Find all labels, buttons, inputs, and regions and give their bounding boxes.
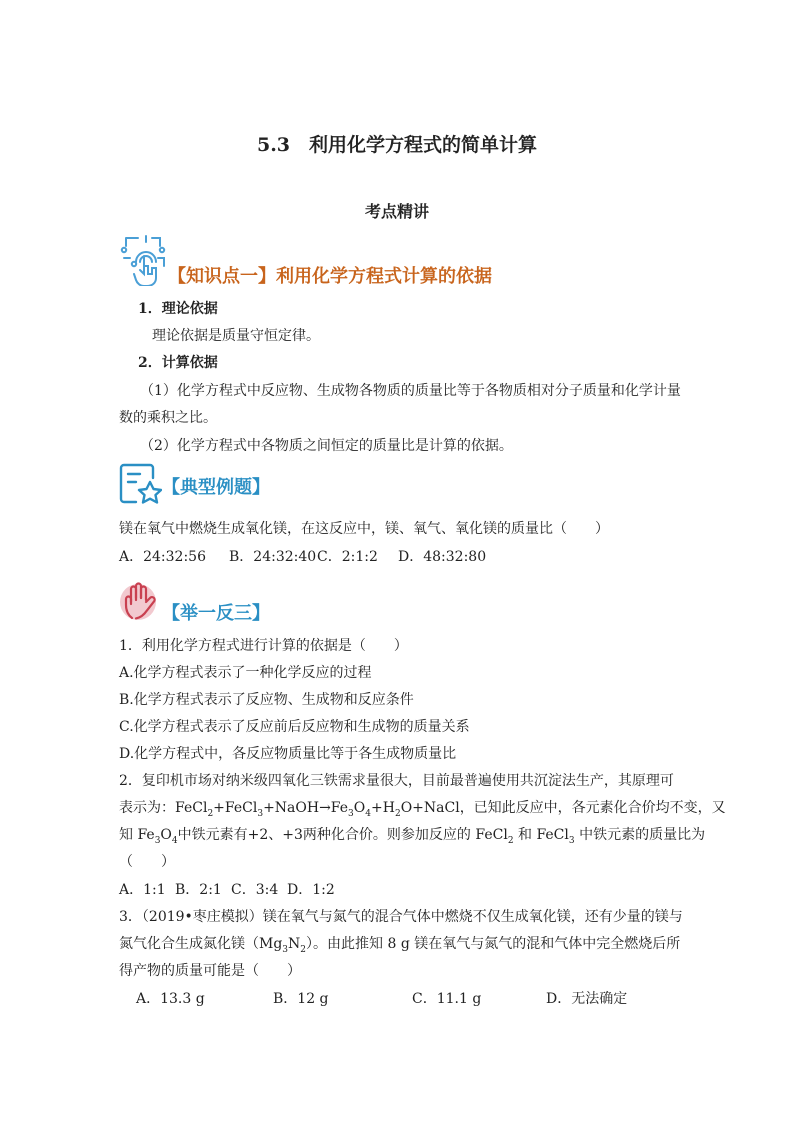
q3-line-1: 3．（2019•枣庄模拟）镁在氧气与氮气的混合气体中燃烧不仅生成氧化镁，还有少量的镁与 <box>119 909 683 925</box>
q1-option-d: D.化学方程式中，各反应物质量比等于各生成物质量比 <box>119 746 457 762</box>
q2-line-2: 表示为：$FeCl_2+FeCl_3+NaOH\to Fe_3O_4+H_2O+NaCl$，已知此反应中，各元素化合价均不变，又 <box>119 800 726 819</box>
hand-icon <box>118 580 162 624</box>
example-heading: 【典型例题】 <box>162 477 270 498</box>
q1-stem: 1．利用化学方程式进行计算的依据是（ ） <box>119 638 408 654</box>
example-option-d: D．48:32:80 <box>398 549 487 565</box>
star-document-icon <box>118 462 162 506</box>
q1-option-a: A.化学方程式表示了一种化学反应的过程 <box>119 665 372 681</box>
section-heading-calc: 2．计算依据 <box>138 355 218 371</box>
example-question: 镁在氧气中燃烧生成氧化镁，在这反应中，镁、氧气、氧化镁的质量比（ ） <box>119 521 609 537</box>
touch-circuit-icon <box>118 232 172 286</box>
paragraph-calc-2: （2）化学方程式中各物质之间恒定的质量比是计算的依据。 <box>140 438 513 454</box>
section-heading-theory: 1．理论依据 <box>138 301 218 317</box>
q3-option-b: B．12 g <box>273 991 329 1007</box>
q2-option-d: D．1:2 <box>287 882 335 898</box>
example-option-a: A．24:32:56 <box>119 549 206 565</box>
q2-option-a: A．1:1 <box>119 882 166 898</box>
practice-heading: 【举一反三】 <box>162 603 270 624</box>
page-subtitle: 考点精讲 <box>364 202 429 221</box>
q2-option-c: C．3:4 <box>231 882 279 898</box>
q3-line-3: 得产物的质量可能是（ ） <box>119 963 301 979</box>
q2-line-4: （ ） <box>119 854 175 870</box>
paragraph-calc-1b: 数的乘积之比。 <box>119 410 217 426</box>
q3-option-a: A．13.3 g <box>136 991 205 1007</box>
q1-option-c: C.化学方程式表示了反应前后反应物和生成物的质量关系 <box>119 719 470 735</box>
q2-option-b: B．2:1 <box>175 882 222 898</box>
page-title: 5.3 利用化学方程式的简单计算 <box>256 134 538 156</box>
example-option-c: C．2:1:2 <box>317 549 378 565</box>
example-option-b: B．24:32:40 <box>229 549 317 565</box>
paragraph-theory: 理论依据是质量守恒定律。 <box>152 328 320 344</box>
q3-option-c: C．11.1 g <box>412 991 482 1007</box>
knowledge-point-heading: 【知识点一】利用化学方程式计算的依据 <box>168 266 492 287</box>
paragraph-calc-1a: （1）化学方程式中反应物、生成物各物质的质量比等于各物质相对分子质量和化学计量 <box>140 383 681 399</box>
q2-line-1: 2．复印机市场对纳米级四氧化三铁需求量很大，目前最普遍使用共沉淀法生产，其原理可 <box>119 773 674 789</box>
q3-line-2: 氮气化合生成氮化镁$(Mg_3N_2)$。由此推知 8 g 镁在氧气与氮气的混和气体中完全燃烧后所 <box>119 936 681 955</box>
q3-option-d: D．无法确定 <box>546 991 628 1007</box>
q1-option-b: B.化学方程式表示了反应物、生成物和反应条件 <box>119 692 414 708</box>
q2-line-3: 知 $Fe_3O_4$中铁元素有+2、+3两种化合价。则参加反应的 FeCl$_2$ 和 FeCl$_3$ 中铁元素的质量比为 <box>119 827 706 846</box>
